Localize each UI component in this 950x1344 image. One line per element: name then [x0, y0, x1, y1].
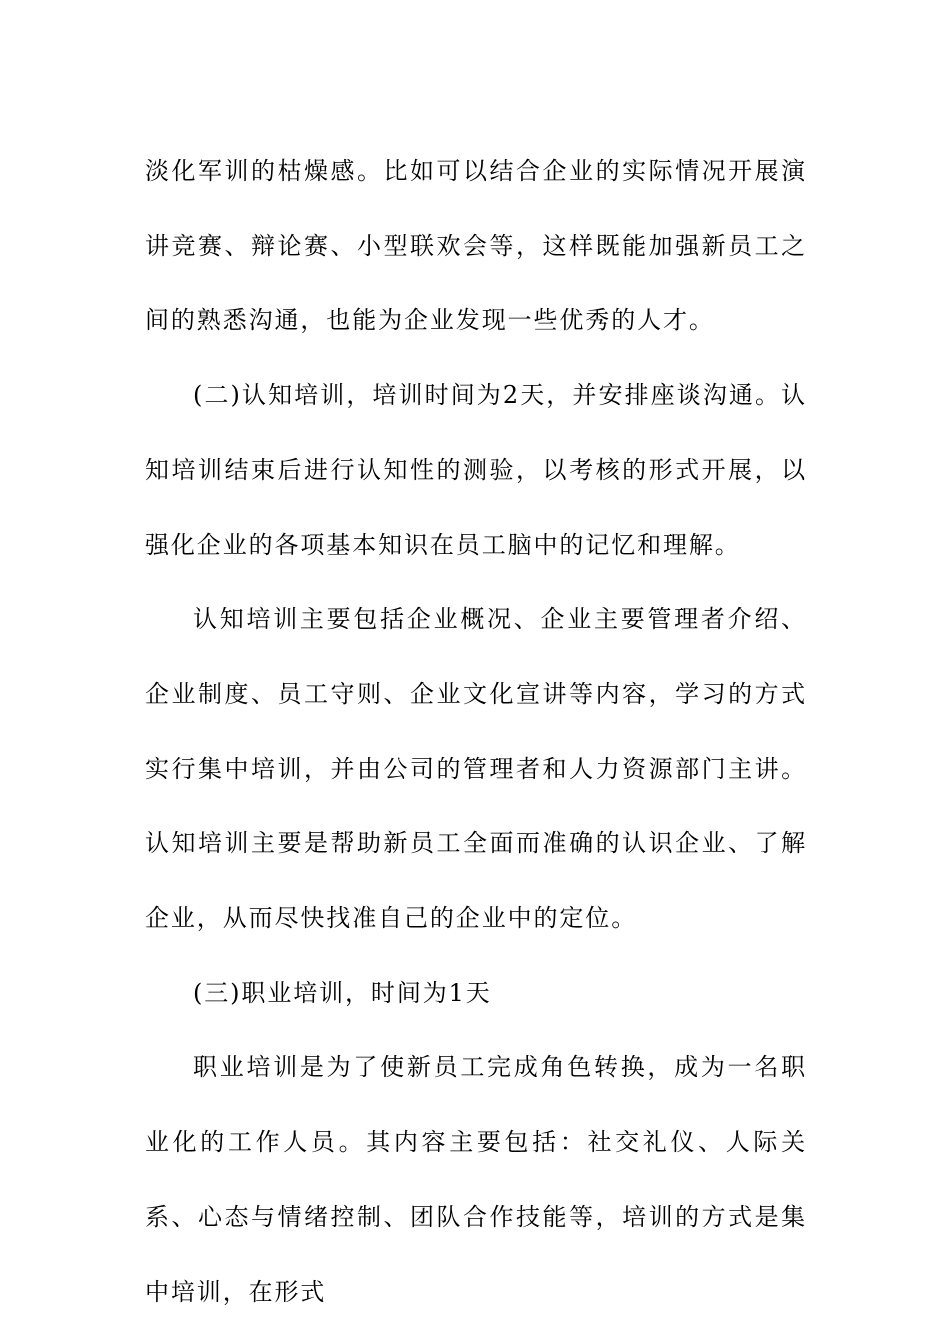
paragraph-continuation: 淡化军训的枯燥感。比如可以结合企业的实际情况开展演讲竞赛、辩论赛、小型联欢会等，这样既能加强新员工之间的熟悉沟通，也能为企业发现一些优秀的人才。 — [145, 157, 807, 335]
body-text — [145, 134, 807, 1329]
paragraph-vocational-training-content: 职业培训是为了使新员工完成角色转换，成为一名职业化的工作人员。其内容主要包括：社交礼仪、人际关系、心态与情绪控制、团队合作技能等，培训的方式是集中培训，在形式 — [145, 1053, 807, 1306]
paragraph-cognitive-training-content: 认知培训主要包括企业概况、企业主要管理者介绍、企业制度、员工守则、企业文化宣讲等内容，学习的方式实行集中培训，并由公司的管理者和人力资源部门主讲。认知培训主要是帮助新员工全面而准确的认识企业、了解企业，从而尽快找准自己的企业中的定位。 — [145, 605, 807, 933]
paragraph-cognitive-training-heading: (二)认知培训，培训时间为2天，并安排座谈沟通。认知培训结束后进行认知性的测验，以考核的形式开展，以强化企业的各项基本知识在员工脑中的记忆和理解。 — [145, 381, 807, 559]
paragraph-vocational-training-heading: (三)职业培训，时间为1天 — [193, 978, 492, 1007]
